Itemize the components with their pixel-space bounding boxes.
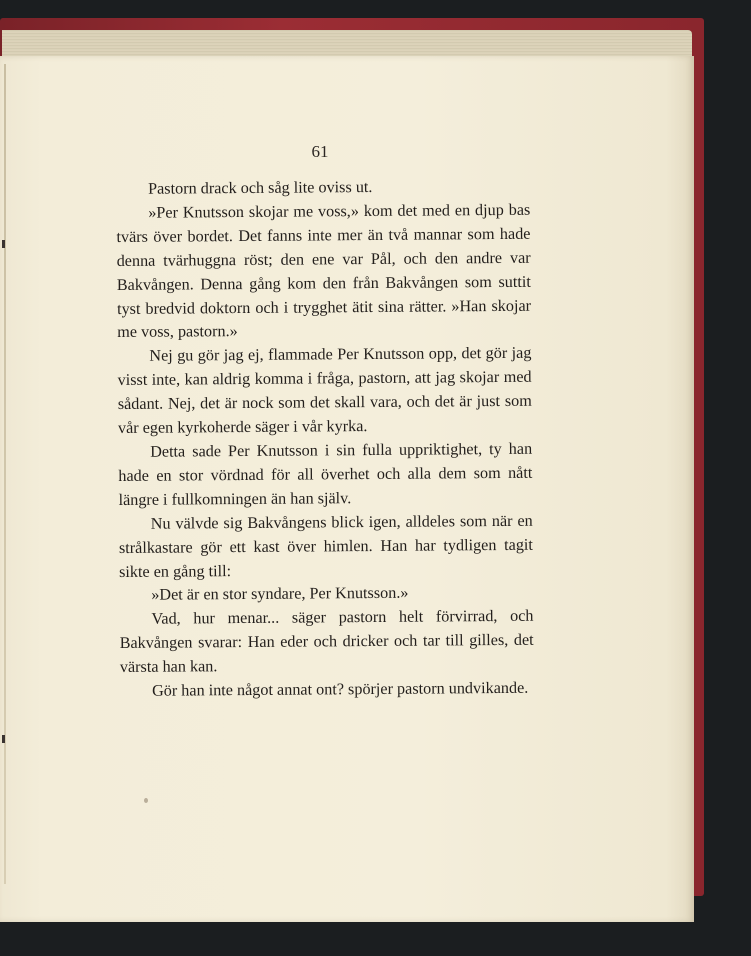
page-number: 61 [311, 142, 329, 161]
paragraph: Nej gu gör jag ej, flammade Per Knutsson opp, det gör jag visst inte, kan aldrig komma i fråga, pastorn, att jag skojar med sådant. Nej, det är nock som det skall vara, och det är just som vår egen kyrkoherde säger i vår kyrka. [117, 344, 532, 438]
paragraph: Detta sade Per Knutsson i sin fulla uppriktighet, ty han hade en stor vördnad för all överhet och alla dem som nått längre i fullkomningen än han själv. [118, 439, 533, 509]
page-gutter [4, 64, 6, 884]
paragraph: »Det är en stor syndare, Per Knutsson.» [151, 584, 409, 605]
paragraph: Vad, hur menar... säger pastorn helt förvirrad, och Bakvången svarar: Han eder och dricker och tar till gilles, det värsta han kan. [119, 607, 534, 677]
paragraph: Pastorn drack och såg lite oviss ut. [148, 177, 373, 198]
paragraph: Gör han inte något annat ont? spörjer pastorn undvikande. [151, 678, 529, 700]
margin-mark [2, 240, 5, 248]
body-text [116, 175, 534, 704]
paper-speck [144, 798, 148, 803]
margin-mark [2, 735, 5, 743]
paragraph: »Per Knutsson skojar me voss,» kom det med en djup bas tvärs över bordet. Det fanns inte mer än två mannar som hade denna tvärhuggna röst; den ene var Pål, och den andre var Bakvången. Denna gång kom den från Bakvången som suttit tyst bredvid doktorn och i trygghet ätit sina rätter. »Han skojar me voss, pastorn.» [116, 200, 532, 342]
paragraph: Nu välvde sig Bakvångens blick igen, alldeles som när en strålkastare gör ett kast över himlen. Han har tydligen tagit sikte en gång till: [118, 511, 533, 581]
